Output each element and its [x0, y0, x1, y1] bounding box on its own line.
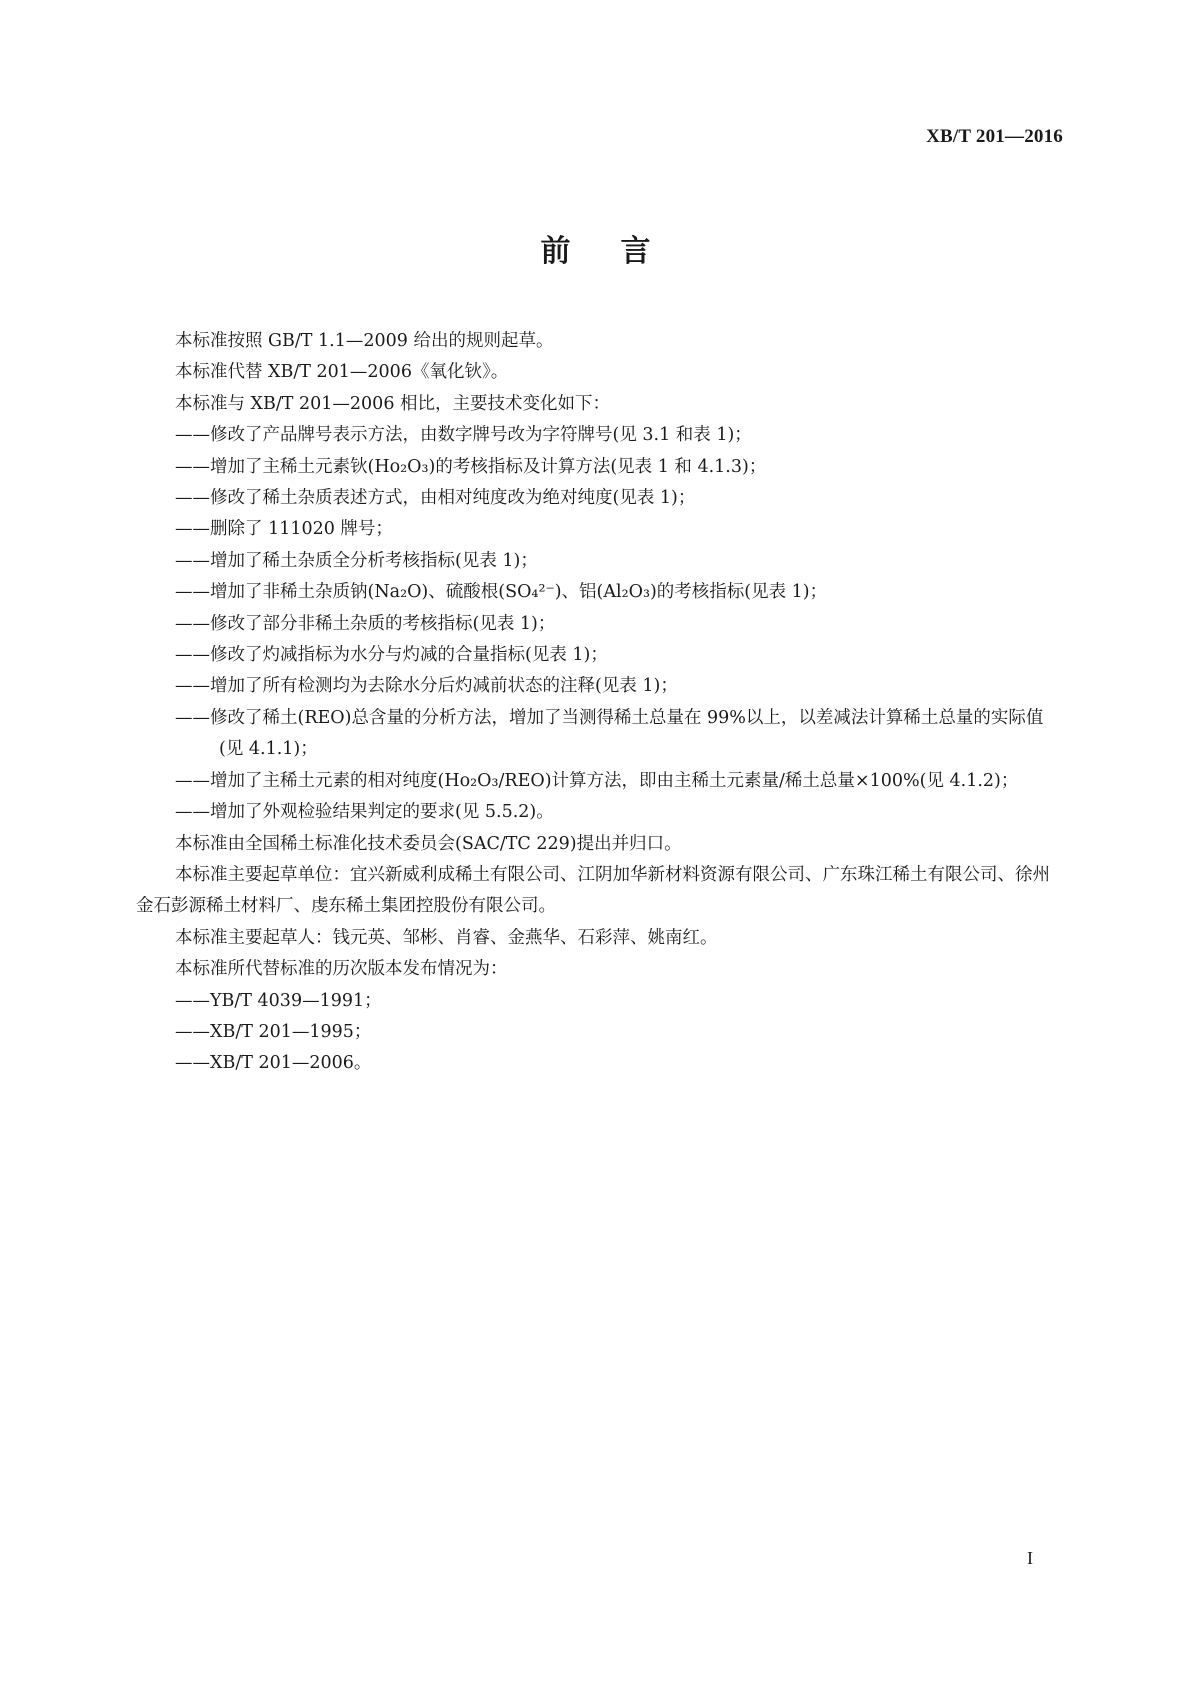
change-item: ——增加了所有检测均为去除水分后灼减前状态的注释(见表 1)； — [175, 676, 678, 697]
history-item: ——XB/T 201—2006。 — [175, 1053, 372, 1074]
paragraph: 本标准主要起草人：钱元英、邹彬、肖睿、金燕华、石彩萍、姚南红。 — [175, 927, 718, 948]
change-item: ——增加了主稀土元素钬(Ho₂O₃)的考核指标及计算方法(见表 1 和 4.1.3)； — [175, 456, 767, 477]
paragraph: 本标准代替 XB/T 201—2006《氧化钬》。 — [175, 362, 509, 383]
change-item: ——增加了稀土杂质全分析考核指标(见表 1)； — [175, 550, 538, 571]
change-item: ——增加了主稀土元素的相对纯度(Ho₂O₃/REO)计算方法，即由主稀土元素量/稀土总量×100%(见 4.1.2)； — [175, 770, 1019, 791]
paragraph: 本标准由全国稀土标准化技术委员会(SAC/TC 229)提出并归口。 — [175, 833, 682, 854]
change-item: ——增加了非稀土杂质钠(Na₂O)、硫酸根(SO₄²⁻)、铝(Al₂O₃)的考核指标(见表 1)； — [175, 582, 828, 603]
change-item: ——增加了外观检验结果判定的要求(见 5.5.2)。 — [175, 802, 554, 823]
page-title — [0, 226, 1191, 270]
history-item: ——XB/T 201—1995； — [175, 1021, 372, 1042]
change-item: ——修改了产品牌号表示方法，由数字牌号改为字符牌号(见 3.1 和表 1)； — [175, 425, 752, 446]
paragraph: 本标准所代替标准的历次版本发布情况为： — [175, 959, 508, 980]
paragraph: 本标准按照 GB/T 1.1—2009 给出的规则起草。 — [175, 331, 554, 351]
paragraph: 本标准主要起草单位：宜兴新威利成稀土有限公司、江阴加华新材料资源有限公司、广东珠江稀土有限公司、徐州金石彭源稀土材料厂、虔东稀土集团控股份有限公司。 — [136, 864, 1050, 917]
preface-body — [136, 326, 1060, 1080]
title-char-1: 前 — [540, 234, 571, 269]
change-item: ——修改了部分非稀土杂质的考核指标(见表 1)； — [175, 613, 556, 634]
change-item: ——删除了 111020 牌号； — [175, 519, 393, 540]
change-item: ——修改了灼减指标为水分与灼减的合量指标(见表 1)； — [175, 645, 608, 666]
standard-code: XB/T 201—2016 — [926, 126, 1063, 147]
title-char-2: 言 — [620, 234, 651, 269]
paragraph: 本标准与 XB/T 201—2006 相比，主要技术变化如下： — [175, 393, 611, 414]
change-item: ——修改了稀土杂质表述方式，由相对纯度改为绝对纯度(见表 1)； — [175, 488, 696, 509]
history-item: ——YB/T 4039—1991； — [175, 990, 382, 1011]
page-number: I — [1027, 1548, 1033, 1568]
change-item: ——修改了稀土(REO)总含量的分析方法，增加了当测得稀土总量在 99%以上，以差减法计算稀土总量的实际值(见 4.1.1)； — [175, 707, 1044, 760]
